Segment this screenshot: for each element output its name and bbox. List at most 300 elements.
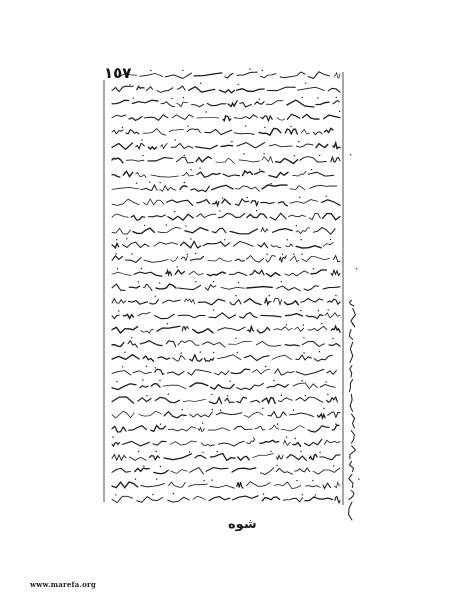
handwritten-word [190, 256, 203, 260]
handwritten-word [129, 286, 139, 288]
diacritic-dot [287, 239, 288, 240]
manuscript-line [112, 309, 340, 319]
diacritic-dot [195, 281, 196, 282]
handwritten-word [323, 287, 340, 289]
handwritten-word [323, 214, 340, 220]
handwritten-word [273, 229, 293, 233]
handwritten-word [202, 342, 225, 347]
handwritten-word [155, 314, 175, 319]
handwritten-word [251, 201, 258, 206]
handwritten-word [235, 259, 244, 261]
diacritic-dot [323, 408, 324, 409]
handwritten-word [216, 158, 235, 163]
handwritten-word [306, 315, 322, 319]
handwritten-word [301, 298, 323, 302]
margin-word [349, 474, 353, 488]
handwritten-word [218, 327, 245, 330]
manuscript-line [112, 139, 340, 149]
handwritten-word [188, 484, 207, 486]
handwritten-word [219, 90, 234, 93]
diacritic-dot [217, 451, 218, 452]
handwritten-word [112, 188, 139, 190]
folio-number: ١٥٧ [104, 64, 132, 82]
handwritten-word [280, 72, 305, 78]
handwritten-word [265, 299, 271, 305]
manuscript-line [112, 351, 332, 361]
handwritten-word [172, 355, 185, 361]
handwritten-word [230, 300, 241, 305]
handwritten-word [260, 74, 276, 78]
diacritic-dot [273, 380, 274, 381]
manuscript-line [112, 281, 340, 291]
handwritten-word [155, 397, 179, 402]
margin-word [351, 414, 354, 429]
diacritic-dot [117, 268, 118, 269]
manuscript-line [112, 182, 337, 192]
handwritten-word [140, 73, 163, 76]
handwritten-word [269, 425, 278, 429]
handwritten-word [205, 285, 216, 290]
handwritten-word [327, 370, 337, 374]
handwritten-word [112, 175, 120, 177]
handwritten-word [207, 104, 226, 106]
diacritic-dot [300, 310, 301, 311]
handwritten-word [289, 215, 306, 217]
diacritic-dot [286, 324, 287, 325]
diacritic-dot [238, 282, 239, 283]
handwritten-word [158, 227, 181, 232]
handwritten-word [221, 287, 245, 289]
diacritic-dot [259, 98, 260, 99]
diacritic-dot [229, 381, 230, 382]
handwritten-word [219, 441, 245, 446]
handwritten-word [301, 129, 309, 134]
margin-word [349, 490, 354, 500]
margin-word [349, 379, 353, 392]
handwritten-word [185, 299, 195, 304]
handwritten-word [255, 426, 265, 430]
diacritic-dot [211, 394, 212, 395]
handwritten-word [285, 271, 309, 276]
handwritten-word [327, 397, 338, 402]
diacritic-dot [335, 423, 336, 424]
handwritten-word [137, 497, 163, 503]
handwritten-word [276, 468, 292, 474]
diacritic-dot [330, 239, 331, 240]
diacritic-dot [182, 70, 183, 71]
handwritten-word [209, 497, 230, 501]
diacritic-dot [281, 281, 282, 282]
handwritten-word [112, 496, 133, 502]
handwritten-word [274, 482, 301, 489]
margin-word [351, 308, 356, 327]
diacritic-dot [265, 366, 266, 367]
handwritten-word [272, 355, 291, 359]
diacritic-dot [175, 139, 176, 140]
diacritic-dot [122, 127, 123, 128]
handwritten-word [237, 89, 264, 92]
handwritten-word [148, 158, 172, 161]
diacritic-dot [112, 436, 113, 437]
diacritic-dot [293, 254, 294, 255]
handwritten-word [284, 301, 298, 305]
handwritten-word [164, 412, 186, 418]
manuscript-line [112, 295, 340, 305]
handwritten-word [287, 455, 307, 461]
diacritic-dot [303, 337, 304, 338]
diacritic-dot [212, 479, 213, 480]
diacritic-dot [155, 296, 156, 297]
diacritic-dot [131, 337, 132, 338]
diacritic-dot [332, 338, 333, 339]
handwritten-word [136, 173, 147, 178]
handwritten-word [287, 100, 314, 107]
handwritten-word [287, 114, 300, 119]
diacritic-dot [335, 295, 336, 296]
handwritten-word [250, 270, 264, 275]
diacritic-dot [312, 480, 313, 481]
manuscript-line [112, 238, 334, 248]
handwritten-word [247, 287, 272, 288]
handwritten-word [112, 482, 138, 488]
handwritten-word [112, 86, 133, 92]
handwritten-word [177, 102, 188, 107]
handwritten-word [112, 299, 126, 304]
handwritten-word [153, 441, 166, 445]
handwritten-word [234, 133, 254, 135]
handwritten-word [157, 326, 180, 331]
handwritten-word [203, 242, 229, 247]
handwritten-word [278, 398, 292, 402]
handwritten-word [293, 171, 306, 176]
handwritten-word [321, 200, 340, 206]
handwritten-word [237, 397, 247, 403]
handwritten-word [332, 425, 339, 430]
handwritten-word [185, 228, 208, 233]
manuscript-line [112, 493, 340, 503]
handwritten-word [112, 315, 119, 319]
diacritic-dot [116, 381, 117, 382]
diacritic-dot [263, 493, 264, 494]
diacritic-dot [301, 380, 302, 381]
diacritic-dot [124, 352, 125, 353]
diacritic-dot [253, 437, 254, 438]
handwritten-word [235, 199, 248, 206]
handwritten-word [143, 356, 153, 361]
handwritten-word [128, 341, 137, 348]
handwritten-word [167, 200, 193, 206]
diacritic-dot [168, 394, 169, 395]
handwritten-word [308, 172, 333, 176]
handwritten-word [257, 328, 270, 333]
handwritten-word [244, 356, 269, 361]
handwritten-word [261, 315, 281, 316]
handwritten-word [262, 157, 273, 163]
handwritten-word [244, 412, 263, 417]
handwritten-word [154, 470, 168, 474]
handwritten-word [112, 272, 131, 275]
margin-word [350, 300, 355, 306]
handwritten-word [151, 426, 166, 432]
handwritten-word [324, 128, 333, 132]
manuscript-line [112, 224, 335, 234]
handwritten-word [178, 315, 205, 318]
handwritten-word [234, 115, 257, 119]
handwritten-word [156, 284, 176, 289]
diacritic-dot [220, 410, 221, 411]
handwritten-word [157, 88, 173, 93]
handwritten-word [296, 246, 321, 248]
handwritten-word [193, 496, 205, 499]
diacritic-dot [262, 70, 263, 71]
manuscript-line [112, 408, 340, 418]
diacritic-dot [182, 409, 183, 410]
handwritten-word [182, 172, 194, 176]
handwritten-word [123, 441, 150, 446]
handwritten-word [305, 497, 333, 501]
handwritten-word [129, 117, 142, 121]
handwritten-word [252, 369, 270, 374]
diacritic-dot [160, 424, 161, 425]
handwritten-word [143, 199, 164, 205]
diacritic-dot [305, 395, 306, 396]
diacritic-dot [159, 182, 160, 183]
diacritic-dot [202, 452, 203, 453]
handwritten-word [293, 383, 317, 389]
handwritten-word [306, 486, 321, 488]
handwritten-word [304, 286, 318, 291]
handwritten-word [181, 256, 187, 261]
manuscript-line [112, 323, 353, 333]
diacritic-dot [302, 494, 303, 495]
handwritten-word [188, 370, 211, 375]
handwritten-word [180, 186, 187, 190]
handwritten-word [237, 72, 257, 75]
diacritic-dot [313, 268, 314, 269]
handwritten-word [268, 412, 286, 418]
handwritten-word [193, 329, 213, 333]
handwritten-word [277, 286, 301, 291]
handwritten-word [275, 369, 294, 375]
handwritten-word [333, 143, 340, 149]
diacritic-dot [299, 197, 300, 198]
handwritten-word [136, 144, 145, 149]
handwritten-word [229, 272, 247, 275]
handwritten-word [313, 468, 340, 474]
handwritten-word [316, 144, 328, 148]
handwritten-word [151, 384, 160, 387]
diacritic-dot [200, 83, 201, 84]
handwritten-word [209, 313, 236, 319]
handwritten-word [303, 114, 319, 119]
handwritten-word [324, 440, 339, 444]
handwritten-word [255, 102, 264, 105]
handwritten-word [123, 314, 133, 318]
manuscript-line [112, 366, 336, 376]
handwritten-word [231, 369, 250, 374]
handwritten-word [296, 228, 310, 234]
handwritten-word [164, 454, 191, 460]
handwritten-word [160, 186, 176, 192]
handwritten-word [269, 172, 288, 177]
handwritten-word [328, 299, 340, 304]
diacritic-dot [302, 97, 303, 98]
diacritic-dot [300, 239, 301, 240]
handwritten-word [234, 426, 252, 429]
handwritten-word [209, 398, 221, 404]
handwritten-word [112, 443, 120, 447]
handwritten-word [163, 385, 186, 389]
handwritten-word [262, 398, 275, 404]
handwritten-word [198, 299, 225, 305]
handwritten-word [228, 101, 237, 107]
handwritten-word [126, 130, 139, 134]
handwritten-word [210, 454, 235, 461]
handwritten-word [328, 412, 340, 417]
diacritic-dot [290, 126, 291, 127]
handwritten-word [140, 341, 162, 346]
margin-word [350, 446, 356, 460]
handwritten-word [281, 426, 304, 431]
handwritten-word [293, 443, 301, 447]
handwritten-word [286, 244, 293, 247]
handwritten-word [248, 327, 254, 332]
handwritten-word [112, 143, 133, 149]
handwritten-word [170, 441, 196, 445]
handwritten-word [138, 398, 151, 402]
diacritic-dot [184, 182, 185, 183]
handwritten-word [126, 160, 144, 161]
handwritten-word [133, 371, 152, 374]
handwritten-word [190, 355, 202, 361]
handwritten-word [182, 327, 188, 331]
handwritten-word [112, 214, 128, 217]
diacritic-dot [149, 182, 150, 183]
handwritten-word [237, 482, 243, 488]
diacritic-dot [311, 169, 312, 170]
margin-word [350, 394, 353, 412]
manuscript-line [112, 125, 333, 135]
handwritten-word [296, 369, 324, 375]
diacritic-dot [181, 352, 182, 353]
handwritten-word [266, 273, 280, 277]
handwritten-word [276, 455, 283, 459]
handwritten-word [196, 145, 218, 149]
handwritten-word [222, 199, 231, 204]
handwritten-word [210, 485, 235, 488]
diacritic-dot [160, 466, 161, 467]
handwritten-word [255, 171, 265, 174]
diacritic-dot [199, 167, 200, 168]
diacritic-dot [296, 480, 297, 481]
handwritten-word [247, 256, 264, 263]
handwritten-word [205, 129, 232, 134]
handwritten-word [323, 483, 331, 488]
handwritten-word [262, 185, 287, 189]
handwritten-word [271, 245, 281, 248]
handwritten-word [197, 117, 219, 118]
handwritten-word [274, 298, 282, 305]
handwritten-word [232, 468, 256, 472]
diacritic-dot [126, 238, 127, 239]
diacritic-dot [317, 97, 318, 98]
handwritten-word [233, 496, 259, 500]
handwritten-word [302, 342, 324, 347]
handwritten-word [283, 498, 303, 502]
diacritic-dot [326, 196, 327, 197]
diacritic-dot [282, 254, 283, 255]
handwritten-word [158, 357, 170, 360]
handwritten-word [126, 258, 142, 263]
handwritten-word [242, 171, 252, 176]
handwritten-word [123, 242, 150, 247]
diacritic-dot [321, 323, 322, 324]
handwritten-word [331, 326, 340, 332]
handwritten-word [316, 102, 329, 104]
handwritten-word [183, 399, 206, 401]
handwritten-word [235, 186, 259, 192]
handwritten-word [123, 171, 132, 176]
handwritten-word [172, 115, 193, 120]
diacritic-dot [143, 465, 144, 466]
handwritten-word [149, 456, 159, 460]
handwritten-word [171, 143, 193, 148]
diacritic-dot [319, 155, 320, 156]
handwritten-word [161, 102, 175, 107]
handwritten-word [261, 116, 272, 121]
watermark-url: www.marefa.org [30, 580, 96, 589]
handwritten-word [134, 272, 162, 276]
handwritten-word [212, 202, 218, 206]
diacritic-dot [166, 224, 167, 225]
handwritten-word [148, 147, 156, 149]
handwritten-word [247, 214, 267, 218]
handwritten-word [151, 175, 179, 177]
diacritic-dot [146, 366, 147, 367]
manuscript-line [112, 337, 340, 347]
handwritten-word [218, 213, 244, 218]
handwritten-word [195, 455, 206, 458]
diacritic-dot [339, 111, 340, 112]
margin-word [349, 502, 353, 521]
diacritic-dot [135, 479, 136, 480]
handwritten-word [244, 299, 261, 305]
manuscript-line [112, 196, 340, 206]
handwritten-word [289, 413, 313, 417]
handwritten-word [191, 186, 210, 192]
handwritten-word [325, 313, 340, 318]
diacritic-dot [131, 253, 132, 254]
handwritten-word [259, 128, 281, 135]
diacritic-dot [136, 182, 137, 183]
handwritten-word [328, 88, 340, 92]
handwritten-word [197, 214, 216, 218]
diacritic-dot [243, 153, 244, 154]
margin-word [350, 342, 353, 363]
handwritten-word [112, 411, 134, 418]
handwritten-word [240, 103, 251, 107]
diacritic-dot [336, 97, 337, 98]
handwritten-word [329, 344, 340, 347]
handwritten-word [198, 428, 204, 432]
handwritten-word [285, 345, 299, 346]
diacritic-dot [305, 83, 306, 84]
handwritten-word [208, 258, 232, 262]
handwritten-word [207, 272, 225, 276]
diacritic-dot [303, 352, 304, 353]
handwritten-word [112, 158, 123, 163]
diacritic-dot [129, 84, 130, 85]
